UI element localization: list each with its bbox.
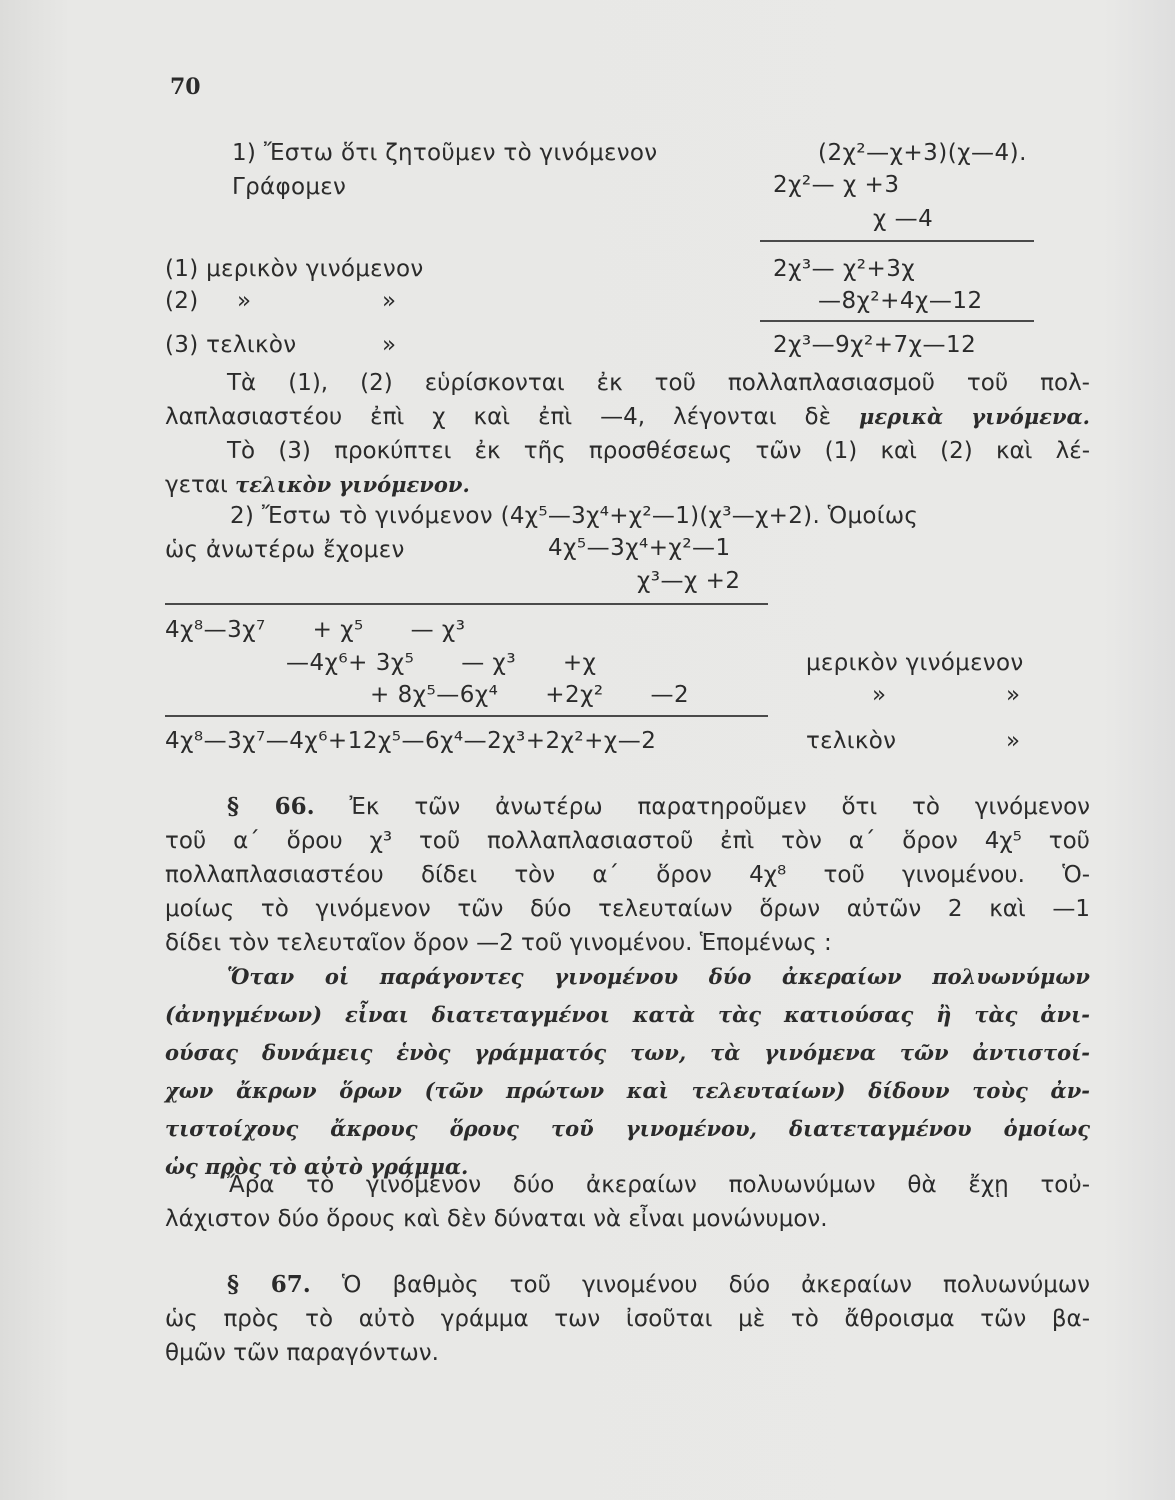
paragraph-partial-products	[165, 366, 1090, 502]
text-line	[165, 790, 1090, 824]
example1-row1-value: 2χ³— χ²+3χ	[773, 256, 916, 282]
ditto-mark: »	[382, 332, 397, 358]
text-line	[165, 468, 1090, 502]
example1-factor2: χ —4	[873, 206, 934, 232]
rule-line: ὡς πρὸς τὸ αὐτὸ γράμμα.	[165, 1154, 469, 1179]
example2-intro: 2) Ἔστω τὸ γινόμενον (4χ⁵—3χ⁴+χ²—1)(χ³—χ+2). Ὁμοίως	[230, 503, 919, 529]
text-line: πολλαπλασιαστέου δίδει τὸν α΄ ὅρον 4χ⁸ τοῦ γινομένου. Ὁ-	[165, 862, 1090, 888]
example2-row2-value: —4χ⁶+ 3χ⁵ — χ³ +χ	[286, 650, 597, 676]
example1-write-label: Γράφομεν	[232, 174, 347, 200]
example2-factor2: χ³—χ +2	[637, 568, 741, 594]
section-66-consequence	[165, 1168, 1090, 1236]
example1-product: (2χ²—χ+3)(χ—4).	[818, 140, 1027, 166]
section-number: § 67.	[227, 1271, 311, 1298]
text-line: δίδει τὸν τελευταῖον ὅρον —2 τοῦ γινομένου. Ἑπομένως :	[165, 930, 832, 956]
text-segment: Ἐκ τῶν ἀνωτέρω παρατηροῦμεν ὅτι τὸ γινόμενον	[349, 794, 1090, 820]
text-segment: λαπλασιαστέου ἐπὶ χ καὶ ἐπὶ —4, λέγονται δὲ	[165, 404, 831, 430]
section-66	[165, 790, 1090, 960]
theorem-rule	[165, 958, 1090, 1186]
example1-intro: 1) Ἔστω ὅτι ζητοῦμεν τὸ γινόμενον	[232, 140, 658, 166]
text-line: Ἄρα τὸ γινόμενον δύο ἀκεραίων πολυωνύμων θὰ ἔχῃ τοὐ-	[227, 1172, 1090, 1198]
example1-rule-top	[760, 240, 1034, 242]
text-segment: Ὁ βαθμὸς τοῦ γινομένου δύο ἀκεραίων πολυωνύμων	[341, 1272, 1090, 1298]
page-number: 70	[170, 74, 201, 100]
rule-line: χων ἄκρων ὅρων (τῶν πρώτων καὶ τελευταίων) δίδουν τοὺς ἀν-	[165, 1078, 1090, 1103]
example2-row4-value: 4χ⁸—3χ⁷—4χ⁶+12χ⁵—6χ⁴—2χ³+2χ²+χ—2	[165, 728, 657, 754]
ditto-mark: »	[382, 288, 397, 314]
rule-line: ούσας δυνάμεις ἑνὸς γράμματός των, τὰ γινόμενα τῶν ἀντιστοί-	[165, 1040, 1090, 1065]
term-final-product: τελικὸν γινόμενον.	[235, 472, 470, 497]
example1-row3-label: (3) τελικὸν	[165, 332, 297, 358]
ditto-mark: »	[1006, 728, 1021, 754]
text-line: Τὸ (3) προκύπτει ἐκ τῆς προσθέσεως τῶν (1) καὶ (2) καὶ λέ-	[227, 438, 1090, 464]
text-line: ὡς πρὸς τὸ αὐτὸ γράμμα των ἰσοῦται μὲ τὸ ἄθροισμα τῶν βα-	[165, 1306, 1090, 1332]
term-partial-products: μερικὰ γινόμενα.	[859, 404, 1090, 429]
example2-row3-value: + 8χ⁵—6χ⁴ +2χ² —2	[370, 682, 690, 708]
text-line: Τὰ (1), (2) εὑρίσκονται ἐκ τοῦ πολλαπλασιασμοῦ τοῦ πολ-	[227, 370, 1090, 396]
ditto-mark: »	[237, 288, 252, 314]
example2-row2-label: μερικὸν γινόμενον	[806, 650, 1024, 676]
example1-row2-value: —8χ²+4χ—12	[818, 288, 983, 314]
text-line	[165, 400, 1090, 434]
example1-row1-label: (1) μερικὸν γινόμενον	[165, 256, 424, 282]
example2-row4-label: τελικὸν	[806, 728, 897, 754]
rule-line: τιστοίχους ἄκρους ὅρους τοῦ γινομένου, διατεταγμένου ὁμοίως	[165, 1116, 1090, 1141]
ditto-mark: »	[872, 682, 887, 708]
example2-rule-top	[165, 603, 768, 605]
text-segment: γεται	[165, 472, 228, 498]
example1-row2-number: (2)	[165, 288, 199, 314]
section-number: § 66.	[227, 793, 315, 820]
text-line	[165, 1268, 1090, 1302]
example2-row1-value: 4χ⁸—3χ⁷ + χ⁵ — χ³	[165, 617, 466, 643]
example1-rule-bottom	[760, 320, 1034, 322]
text-line: τοῦ α΄ ὅρου χ³ τοῦ πολλαπλασιαστοῦ ἐπὶ τὸν α΄ ὅρον 4χ⁵ τοῦ	[165, 828, 1090, 854]
ditto-mark: »	[1006, 682, 1021, 708]
rule-line: Ὅταν οἱ παράγοντες γινομένου δύο ἀκεραίων πολυωνύμων	[227, 964, 1090, 989]
section-67	[165, 1268, 1090, 1370]
example1-factor1: 2χ²— χ +3	[773, 172, 900, 198]
example2-as-above: ὡς ἀνωτέρω ἔχομεν	[165, 537, 405, 563]
text-line: μοίως τὸ γινόμενον τῶν δύο τελευταίων ὅρων αὐτῶν 2 καὶ —1	[165, 896, 1090, 922]
example1-row3-value: 2χ³—9χ²+7χ—12	[773, 332, 977, 358]
example2-factor1: 4χ⁵—3χ⁴+χ²—1	[548, 535, 731, 561]
text-line: θμῶν τῶν παραγόντων.	[165, 1340, 439, 1366]
rule-line: (ἀνηγμένων) εἶναι διατεταγμένοι κατὰ τὰς κατιούσας ἢ τὰς ἀνι-	[165, 1002, 1090, 1027]
text-line: λάχιστον δύο ὅρους καὶ δὲν δύναται νὰ εἶναι μονώνυμον.	[165, 1206, 828, 1232]
example2-rule-bottom	[165, 715, 768, 717]
